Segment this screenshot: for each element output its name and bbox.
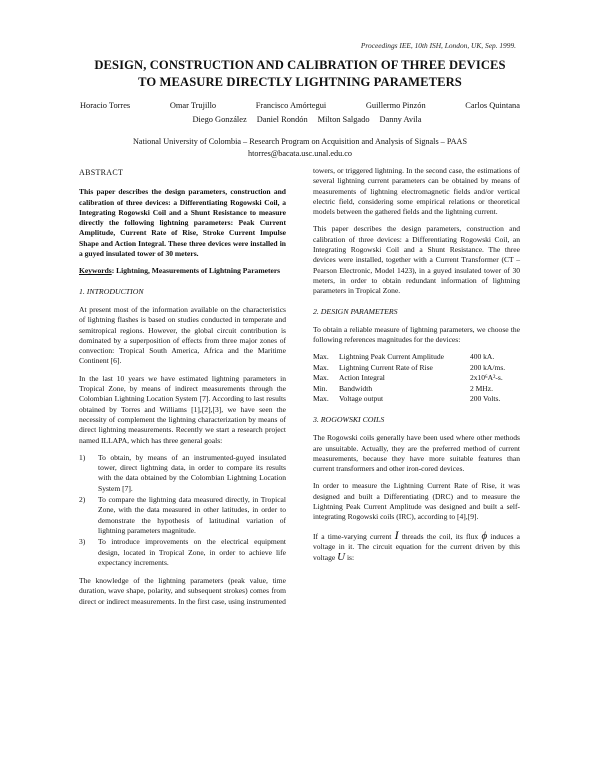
table-cell: Bandwidth <box>339 383 373 393</box>
table-cell: Max. <box>313 394 329 404</box>
table-row <box>313 363 513 374</box>
table-cell: 200 Volts. <box>469 394 501 404</box>
title-line-1: DESIGN, CONSTRUCTION AND CALIBRATION OF THREE DEVICES <box>94 58 506 72</box>
author-name: Omar Trujillo <box>169 101 217 110</box>
list-text: To obtain, by means of an instrumented-guyed insulated tower, direct lightning data, in order to compare its results with the data obtained by the Colombian Lightning Location System [7]. <box>98 452 286 493</box>
author-name: Milton Salgado <box>317 115 370 124</box>
paragraph: To obtain a reliable measure of lightning parameters, we choose the following references magnitudes for the devices: <box>313 324 520 345</box>
magnitudes-table <box>313 352 513 405</box>
table-cell: 200 kA/ms. <box>469 362 506 372</box>
table-row <box>313 373 513 384</box>
symbol-current: I <box>394 527 399 542</box>
table-cell: Action Integral <box>339 373 385 383</box>
affiliation: National University of Colombia – Research Program on Acquisition and Analysis of Signals – PAAS <box>133 137 467 146</box>
list-item <box>79 537 286 568</box>
author-row-2 <box>80 113 520 127</box>
author-name: Horacio Torres <box>80 101 131 110</box>
text-run: induces a voltage in it. The circuit equation for the current driven by this voltage <box>313 531 520 563</box>
table-cell: Max. <box>313 352 329 362</box>
keywords-label: Keywords <box>79 266 112 276</box>
symbol-flux: ϕ <box>481 529 488 542</box>
text-run: threads the coil, its flux <box>401 531 479 541</box>
text-run: If a time-varying current <box>313 531 392 541</box>
table-cell: Max. <box>313 362 329 372</box>
title-line-2: TO MEASURE DIRECTLY LIGHTNING PARAMETERS <box>138 75 462 89</box>
list-number: 2) <box>79 495 86 505</box>
paragraph: The knowledge of the lightning parameters (peak value, time duration, wave shape, polarity, and subsequent strokes) comes from direct or indirect measurements. In the first case, using instrumented <box>79 576 286 606</box>
author-name: Carlos Quintana <box>465 101 520 110</box>
symbol-voltage: U <box>337 551 346 564</box>
table-cell: 400 kA. <box>469 352 495 362</box>
paragraph <box>313 527 520 564</box>
paragraph: The Rogowski coils generally have been used where other methods are unsuitable. Actually, they are the preferred method of current measurements, because they have more suitable features than current transformers and other iron-cored devices. <box>313 433 520 474</box>
list-number: 3) <box>79 537 86 547</box>
affiliation-block <box>70 136 530 160</box>
keywords-text: : Lightning, Measurements of Lightning Parameters <box>111 266 281 276</box>
right-column <box>313 166 520 571</box>
paragraph: This paper describes the design parameters, construction and calibration of three devices: a Differentiating Rogowski Coil, an Integrating Rogowski Coil and a Shunt Resistance. The three devices were installed, together with a Current Transformer (CT – Pearson Electronic, Model 1423), in a guyed insulated tower of 30 meters, in order to obtain redundant information of lightning parameters in Tropical Zone. <box>313 224 520 296</box>
paragraph: towers, or triggered lightning. In the second case, the estimations of several lightning current parameters can be obtained by means of measurements of lightning electromagnetic fields and/or vertical electric field, considering some empirical relations or theoretical models between the gathered fields and the lightning current. <box>313 166 520 217</box>
list-number: 1) <box>79 452 86 462</box>
author-name: Diego González <box>192 115 247 124</box>
table-cell: Lightning Current Rate of Rise <box>339 362 433 372</box>
table-row <box>313 384 513 395</box>
paragraph: At present most of the information available on the characteristics of lightning flashes is based on studies conducted in temperate and semitropical regions. However, the global circuit contribution is dominated by a superposition of effects from three major zones of convection: Tropical South America, Africa and the Maritime Continent [6]. <box>79 304 286 366</box>
list-item <box>79 495 286 536</box>
author-row-1 <box>80 99 520 113</box>
section-heading-introduction: 1. INTRODUCTION <box>79 286 144 296</box>
abstract-heading: ABSTRACT <box>79 168 124 177</box>
table-cell: Max. <box>313 373 329 383</box>
table-cell: 2 MHz. <box>469 383 493 393</box>
table-row <box>313 394 513 405</box>
section-heading-rogowski-coils: 3. ROGOWSKI COILS <box>313 414 385 424</box>
author-name: Danny Avila <box>379 115 422 124</box>
keywords <box>79 266 286 276</box>
author-email: htorres@bacata.usc.unal.edu.co <box>248 149 352 158</box>
list-item <box>79 453 286 494</box>
author-name: Francisco Amórtegui <box>255 101 327 110</box>
author-list <box>80 99 520 127</box>
goals-list <box>79 453 286 568</box>
text-run: is: <box>346 553 355 563</box>
table-cell: Min. <box>313 383 328 393</box>
author-name: Guillermo Pinzón <box>365 101 426 110</box>
left-column <box>79 168 286 614</box>
paper-title <box>70 57 530 91</box>
proceedings-header: Proceedings IEE, 10th ISH, London, UK, Sep. 1999. <box>360 41 516 50</box>
list-text: To compare the lightning data measured directly, in Tropical Zone, with the data measured in other latitudes, in order to demonstrate the hypothesis of latitudinal variation of lightning parameters magnitude. <box>98 495 286 535</box>
table-cell: Voltage output <box>339 394 384 404</box>
abstract-text: This paper describes the design parameters, construction and calibration of three devices: a Differentiating Rogowski Coil, a Integrating Rogowski Coil and a Shunt Resistance to measure directly the following lightning parameters: Peak Current Amplitude, Current Rate of Rise, Stroke Current Impulse Shape and Action Integral. These three devices were installed in a guyed insulated tower of 30 meters. <box>79 187 286 259</box>
paragraph: In the last 10 years we have estimated lightning parameters in Tropical Zone, by means of indirect measurements through the Colombian Lightning Location System [7]. According to last results obtained by Torres and Williams [1],[2],[3], we have seen the necessity of complement the lightning characterization by means of direct lightning measurements. Recently we start a research project named ILLAPA, which has three general goals: <box>79 373 286 445</box>
author-name: Daniel Rondón <box>256 115 308 124</box>
table-cell: 2x10⁶A²-s. <box>469 373 503 383</box>
table-cell: Lightning Peak Current Amplitude <box>339 352 445 362</box>
paragraph: In order to measure the Lightning Current Rate of Rise, it was designed and built a Differentiating (DRC) and to measure the Lightning Peak Current Amplitude was designed and built a self-integrating Rogowski coils (IRC), according to [4],[9]. <box>313 481 520 522</box>
list-text: To introduce improvements on the electrical equipment design, located in Tropical Zone, in order to achieve life expectancy increments. <box>98 537 286 567</box>
table-row <box>313 352 513 363</box>
section-heading-design-parameters: 2. DESIGN PARAMETERS <box>313 306 398 316</box>
